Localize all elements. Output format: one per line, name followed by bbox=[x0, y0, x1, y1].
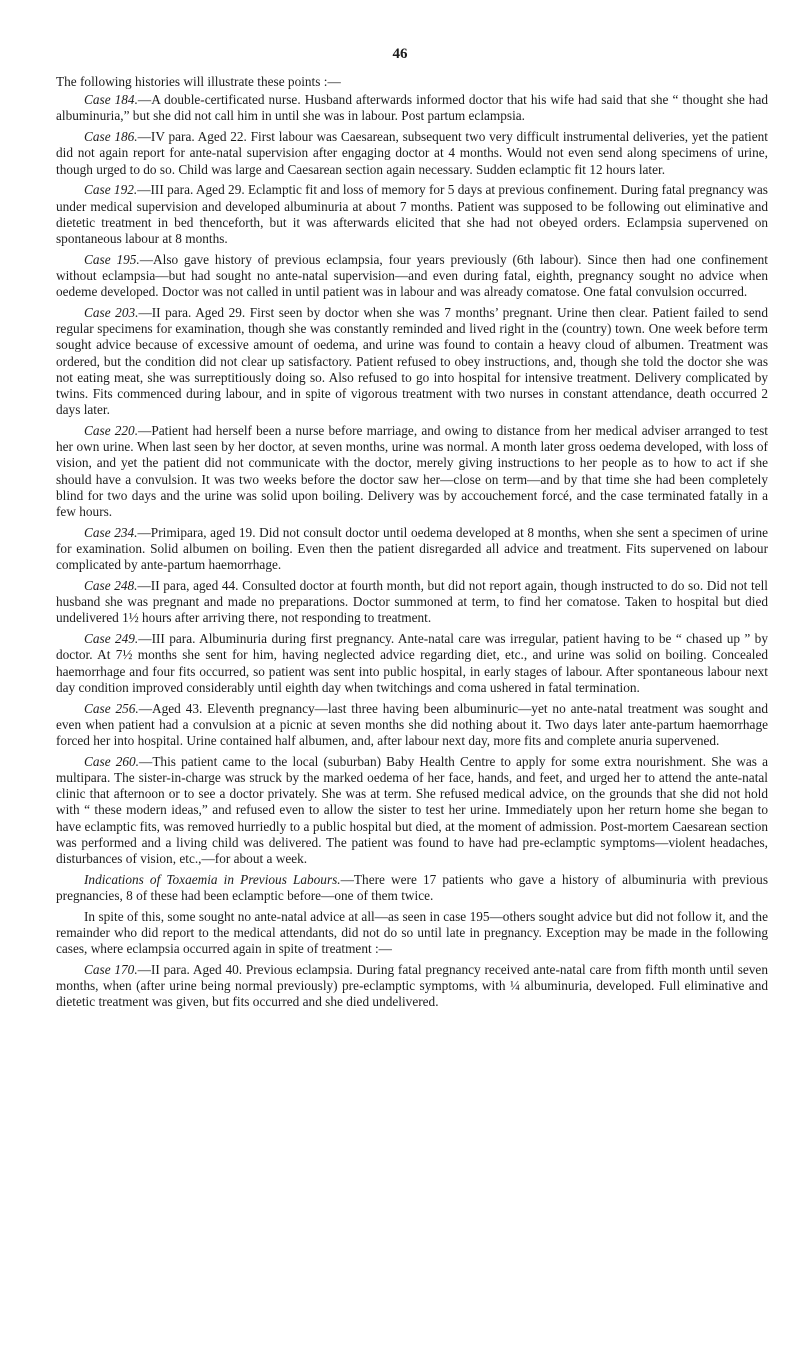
case-paragraph-195 bbox=[56, 252, 768, 301]
page-body bbox=[56, 74, 768, 1015]
case-text: —III para. Aged 29. Eclamptic fit and loss of memory for 5 days at previous confinement. During fatal pregnancy was under medical supervision and developed albuminuria at about 7 months. Patient was supposed to be following out eliminative and dietetic treatment in bed thenceforth, but it was afterwards elicited that she had not obeyed orders. Eclampsia supervened on spontaneous labour at 8 months. bbox=[56, 182, 768, 247]
case-text: —Patient had herself been a nurse before marriage, and owing to distance from her medical adviser arranged to test her own urine. When last seen by her doctor, at seven months, urine was normal. A month later gross oedema developed, with loss of vision, and yet the patient did not communicate with the doctor, merely giving instructions to her people as to how to act if she should have a convulsion. It was two weeks before the doctor saw her—close on term—and by that time she had been completely blind for two days and the urine was solid upon boiling. Delivery was by accouchement forcé, and the case terminated fatally in a few hours. bbox=[56, 423, 768, 520]
section-heading: Indications of Toxaemia in Previous Labours. bbox=[84, 871, 341, 887]
section-paragraph bbox=[56, 872, 768, 904]
case-paragraph-234 bbox=[56, 525, 768, 574]
case-paragraph-170 bbox=[56, 962, 768, 1011]
case-label: Case 184. bbox=[84, 92, 138, 108]
page-number: 46 bbox=[392, 46, 408, 62]
closing-paragraph: In spite of this, some sought no ante-natal advice at all—as seen in case 195—others sought advice but did not follow it, and the remainder who did report to the medical attendants, did not do so until late in pregnancy. Exception may be made in the following cases, where eclampsia occurred again in spite of treatment :— bbox=[56, 908, 768, 957]
case-text: —Also gave history of previous eclampsia, four years previously (6th labour). Since then had one confinement without eclampsia—but had sought no ante-natal supervision—and even during fatal, eighth, pregnancy sought no advice when oedeme developed. Doctor was not called in until patient was in labour and was already comatose. One fatal convulsion occurred. bbox=[56, 251, 768, 300]
case-paragraph-192 bbox=[56, 182, 768, 247]
case-label: Case 195. bbox=[84, 251, 140, 267]
case-label: Case 249. bbox=[84, 631, 139, 647]
section-text: —There were 17 patients who gave a history of albuminuria with previous pregnancies, 8 of these had been eclamptic before—one of them twice. bbox=[56, 871, 768, 904]
case-label: Case 203. bbox=[84, 305, 139, 321]
case-label: Case 234. bbox=[84, 524, 138, 540]
case-text: —III para. Albuminuria during first pregnancy. Ante-natal care was irregular, patient having to be “ chased up ” by doctor. At 7½ months she sent for him, having neglected advice regarding diet, etc., and urine was solid on boiling. Concealed haemorrhage and four fits occurred, so patient was sent into public hospital, in early stages of labour. After spontaneous labour next day condition improved considerably until eighth day when twitchings and coma ushered in fatal termination. bbox=[56, 631, 768, 695]
case-paragraph-260 bbox=[56, 754, 768, 867]
case-label: Case 192. bbox=[84, 182, 138, 198]
case-paragraph-203 bbox=[56, 305, 768, 418]
case-label: Case 248. bbox=[84, 578, 138, 594]
case-paragraph-248 bbox=[56, 578, 768, 627]
case-label: Case 256. bbox=[84, 700, 139, 716]
case-paragraph-186 bbox=[56, 129, 768, 178]
case-label: Case 220. bbox=[84, 423, 139, 439]
case-label: Case 186. bbox=[84, 129, 138, 145]
intro-paragraph: The following histories will illustrate these points :— bbox=[56, 74, 341, 89]
case-paragraph-249 bbox=[56, 631, 768, 696]
case-paragraph-184 bbox=[56, 92, 768, 124]
case-label: Case 170. bbox=[84, 962, 138, 978]
case-text: —IV para. Aged 22. First labour was Caesarean, subsequent two very difficult instrumental deliveries, yet the patient did not again report for ante-natal supervision after engaging doctor at 4 months. Would not even send along specimens of urine, though urged to do so. Child was large and Caesarean section again necessary. Sudden eclamptic fit 12 hours later. bbox=[56, 129, 768, 177]
case-paragraph-220 bbox=[56, 423, 768, 520]
case-text: —II para. Aged 40. Previous eclampsia. During fatal pregnancy received ante-natal care from fifth month until seven months, when (after urine being normal previously) pre-eclamptic symptoms, with ¼ albuminuria, developed. Full eliminative and dietetic treatment was given, but fits occurred and she died undelivered. bbox=[56, 962, 768, 1010]
case-text: —II para, aged 44. Consulted doctor at fourth month, but did not report again, though instructed to do so. Did not tell husband she was pregnant and made no preparations. Doctor summoned at term, to find her comatose. Taken to hospital but died undelivered 1½ hours after arriving there, not responding to treatment. bbox=[56, 578, 768, 626]
case-label: Case 260. bbox=[84, 753, 140, 769]
case-text: —II para. Aged 29. First seen by doctor when she was 7 months’ pregnant. Urine then clear. Patient failed to send regular specimens for examination, though she was constantly reminded and lived right in the (country) town. One week before term sought advice because of excessive amount of oedema, and urine was found to contain a heavy cloud of albumen. Treatment was ordered, but the condition did not clear up satisfactory. Patient refused to obey instructions, and, though she told the doctor she was not eating meat, she was surreptitiously doing so. Also refused to go into hospital for intensive treatment. Delivery complicated by twins. Fits commenced during labour, and in spite of vigorous treatment with two nurses in constant attendance, death occurred 2 days later. bbox=[56, 305, 768, 418]
case-text: —Aged 43. Eleventh pregnancy—last three having been albuminuric—yet no ante-natal treatment was sought and even when patient had a convulsion at a picnic at seven months she did nothing about it. Two days later ante-partum haemorrhage forced her into hospital. Urine contained half albumen, and, after labour next day, more fits and complete anuria supervened. bbox=[56, 700, 768, 749]
case-text: —A double-certificated nurse. Husband afterwards informed doctor that his wife had said that she “ thought she had albuminuria,” but she did not call him in until she was in labour. Post partum eclampsia. bbox=[56, 92, 768, 124]
case-text: —This patient came to the local (suburban) Baby Health Centre to apply for some extra nourishment. She was a multipara. The sister-in-charge was struck by the marked oedema of her face, hands, and feet, and urged her to attend the ante-natal clinic that afternoon or to see a doctor privately. She was at term. She refused medical advice, on the grounds that she did not hold with “ these modern ideas,” and refused even to allow the sister to test her urine. Immediately upon her return home she began to have eclamptic fits, was removed hurriedly to a public hospital but died, at the moment of admission. Post-mortem Caesarean section was performed and a living child was delivered. The patient was found to have had pre-eclamptic symptoms—violent headaches, disturbances of vision, etc.,—for about a week. bbox=[56, 753, 768, 867]
case-paragraph-256 bbox=[56, 701, 768, 750]
case-text: —Primipara, aged 19. Did not consult doctor until oedema developed at 8 months, when she sent a specimen of urine for examination. Solid albumen on boiling. Even then the patient disregarded all advice and treatment. Fits supervened on labour complicated by ante-partum haemorrhage. bbox=[56, 524, 768, 573]
